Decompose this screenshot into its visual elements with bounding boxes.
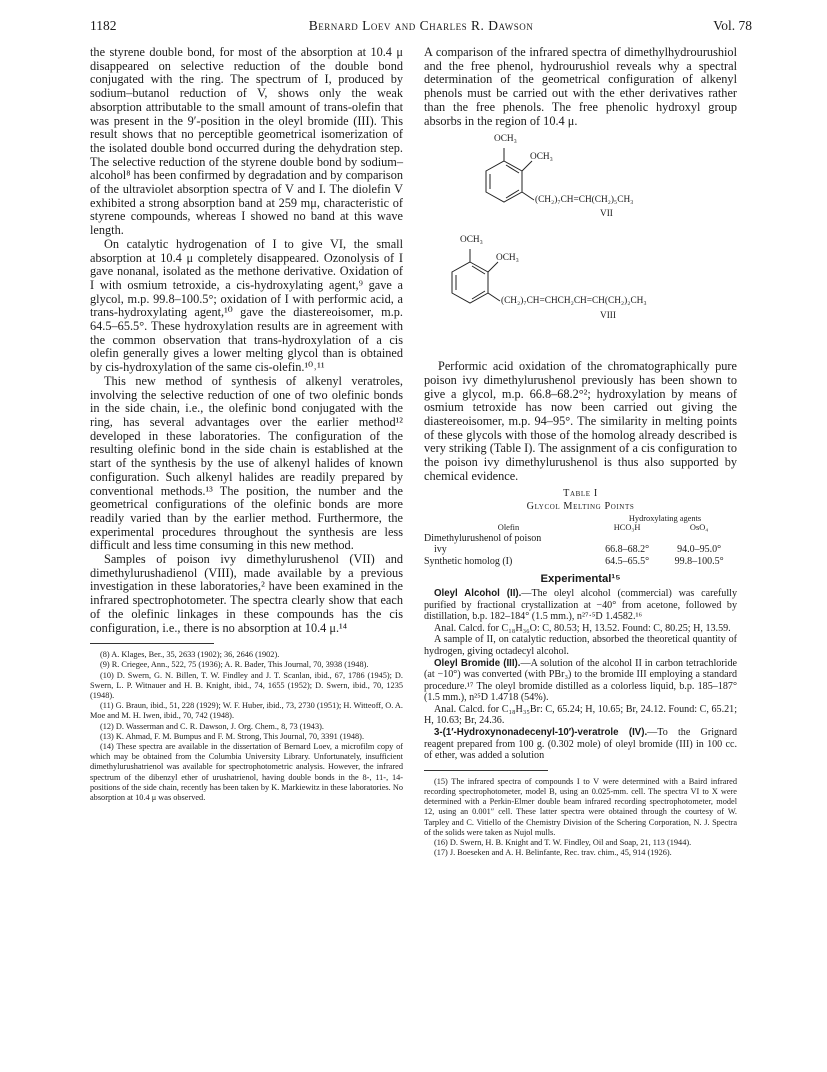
experimental-section [424, 588, 737, 762]
chemical-structures [424, 128, 737, 360]
paragraph: Performic acid oxidation of the chromatographically pure poison ivy dimethylurushenol previously has been shown to give a glycol, m.p. 66.8–68.2°²; hydroxylation by means of osmium tetroxide has now been carried out giving the diastereoisomer, m.p. 94–95°. The similarity in melting points of these glycols with those of the homolog already described is very striking (Table I). The assignment of a cis configuration to the poison ivy dimethylurushenol is thus also supported by chemical evidence. [424, 359, 737, 483]
experimental-paragraph [424, 623, 737, 635]
footnote: (12) D. Wasserman and C. R. Dawson, J. Org. Chem., 8, 73 (1943). [100, 721, 324, 731]
running-title: Bernard Loev and Charles R. Dawson [308, 18, 534, 33]
paragraph: On catalytic hydrogenation of I to give VI, the small absorption at 10.4 μ completely disappeared. Ozonolysis of I gave nonanal, isolated as the methone derivative. Oxidation of I with osmium tetroxide, a cis-hydroxylating agent,⁹ gave a glycol, m.p. 99.8–100.5°; oxidation of I with performic acid, a trans-hydroxylating agent,¹⁰ gave the diastereoisomer, m.p. 64.5–65.5°. These hydroxylation results are in agreement with the common observation that trans-hydroxylation of a cis olefin generally gives a lower melting glycol than is obtained by cis-hydroxylation of the same cis-olefin.¹⁰˒¹¹ [90, 236, 403, 375]
footnote: (9) R. Criegee, Ann., 522, 75 (1936); A. R. Bader, This Journal, 70, 3938 (1948). [100, 660, 369, 670]
right-column [424, 46, 737, 858]
table-title: Glycol Melting Points [526, 500, 635, 512]
left-column [90, 46, 403, 803]
entry-text: Anal. Calcd. for C₁₈H₃₅Br: C, 65.24; H, 10.65; Br, 24.12. Found: C, 65.21; H, 10.63; Br, 24.36. [424, 703, 737, 727]
right-footnotes [424, 777, 737, 859]
page-number: 1182 [90, 18, 117, 33]
table-row [424, 533, 737, 544]
paragraph: Samples of poison ivy dimethylurushenol (VII) and dimethylurushadienol (VIII), made available by a previous investigation in these laboratories,² have been examined in the infrared spectrophotometer. The spectra clearly show that each of the olefinic linkages in these compounds has the cis configuration, i.e., there is no absorption at 10.4 μ.¹⁴ [90, 552, 403, 635]
paragraph: the styrene double bond, for most of the absorption at 10.4 μ disappeared on selective reduction of the double bond conjugated with the ring. The spectrum of I, produced by sodium–butanol reduction of V, shows only the weak absorption attributable to the small amount of trans-olefin that was present in the 9′-position in the oleyl bromide (III). This result shows that no perceptible geometrical isomerization of the isolated double bond occurred during the dehydration step. The selective reduction of the styrene double bond by sodium–alcohol⁸ has been confirmed by degradation and by comparison of the ultraviolet absorption spectra of V and I. The diolefin V exhibited a strong absorption band at 259 mμ, characteristic of styrene compounds, whereas I showed no band at this wave length. [90, 45, 403, 238]
table-row [424, 544, 737, 555]
entry-text: —To the Grignard reagent prepared from 100 g. (0.302 mole) of oleyl bromide (III) in 100 cc. of ether, was added a solution [424, 727, 737, 762]
table-header-row [424, 523, 737, 533]
footnote: (16) D. Swern, H. B. Knight and T. W. Findley, Oil and Soap, 21, 113 (1944). [434, 838, 692, 848]
viii-och3-top: OCH₃ [460, 235, 483, 246]
entry-text: —A solution of the alcohol II in carbon tetrachloride (at −10°) was converted (with PBr₃) to the bromide III employing a standard procedure.¹⁷ The oleyl bromide distilled as a colorless liquid, b.p. 185–187° (1.5 mm.), n²⁵D 1.4718 (54%). [424, 657, 737, 704]
right-paragraph-2 [424, 360, 737, 483]
table-row [424, 556, 737, 567]
vii-och3-top: OCH₃ [494, 134, 517, 145]
oso4-column-header: OsO₄ [689, 523, 709, 533]
footnote: (11) G. Braun, ibid., 51, 228 (1929); W. F. Huber, ibid., 73, 2730 (1951); H. Witteoff, O. A. Moe and M. H. Iwen, ibid., 70, 742 (1948). [90, 701, 403, 721]
entry-text: —The oleyl alcohol (commercial) was carefully purified by fractional crystallization at −40° from acetone, followed by distillation, b.p. 182–184° (1.5 mm.), n²⁷·⁵D 1.4582.¹⁶ [424, 587, 737, 623]
entry-title: Oleyl Bromide (III). [434, 657, 521, 669]
footnote-divider [90, 643, 214, 644]
footnote: (13) K. Ahmad, F. M. Bumpus and F. M. Strong, This Journal, 70, 3391 (1948). [100, 731, 365, 741]
footnote: (8) A. Klages, Ber., 35, 2633 (1902); 36, 2646 (1902). [100, 650, 280, 660]
table-label: Table I [563, 487, 598, 499]
paragraph: A comparison of the infrared spectra of dimethylhydrourushiol and the free phenol, hydrourushiol reveals why a spectral determination of the geometrical configuration of alkenyl phenols must be carried out with the ether derivatives rather than the free phenols. The free phenolic hydroxyl group absorbs in the region of 10.4 μ. [424, 45, 737, 128]
table-header-row [424, 514, 737, 524]
volume-label: Vol. 78 [713, 18, 752, 33]
table-cell: 66.8–68.2° [605, 544, 650, 556]
viii-label: VIII [600, 311, 617, 322]
footnote: (17) J. Boeseken and A. H. Belinfante, Rec. trav. chim., 45, 914 (1926). [434, 848, 672, 858]
vii-label: VII [600, 209, 613, 220]
footnote-divider [424, 770, 548, 771]
entry-text: Anal. Calcd. for C₁₈H₃₆O: C, 80.53; H, 13.52. Found: C, 80.25; H, 13.59. [434, 622, 731, 634]
footnote: (10) D. Swern, G. N. Billen, T. W. Findley and J. T. Scanlan, ibid., 67, 1786 (1945); D. Swern, L. P. Witnauer and H. B. Knight, ibid., 74, 1655 (1952); D. Swern, ibid., 70, 1235 (1948). [90, 670, 403, 701]
viii-side-chain: (CH₂)₇CH=CHCH₂CH=CH(CH₂)₂CH₃ [501, 296, 647, 307]
table-cell: Synthetic homolog (I) [424, 555, 513, 567]
experimental-paragraph [424, 634, 737, 657]
glycol-melting-points-table [424, 514, 737, 567]
paragraph: This new method of synthesis of alkenyl veratroles, involving the selective reduction of one of two olefinic bonds in the side chain, i.e., the olefinic bond conjugated with the ring, has several advantages over the earlier method¹² developed in these laboratories. The configuration of the resulting olefinic bond in the side chain is established at the start of the synthesis by the use of alkenyl halides of known configuration. Such alkenyl halides are readily prepared by conventional methods.¹³ The position, the number and the geometrical configurations of the olefinic bonds are more readily varied than by the earlier method. Furthermore, the experimental procedures throughout the synthesis are less difficult and less time consuming in this new method. [90, 373, 403, 553]
experimental-paragraph [424, 658, 737, 704]
table-cell: Dimethylurushenol of poison [424, 532, 542, 544]
vii-och3-side: OCH₃ [530, 152, 553, 163]
experimental-paragraph [424, 588, 737, 623]
entry-text: A sample of II, on catalytic reduction, absorbed the theoretical quantity of hydrogen, giving octadecyl alcohol. [424, 634, 737, 657]
experimental-heading: Experimental¹⁵ [540, 572, 621, 585]
entry-title: Oleyl Alcohol (II). [434, 587, 522, 599]
footnote: (14) These spectra are available in the dissertation of Bernard Loev, a microfilm copy of which may be obtained from the Columbia University Library. Unfortunately, insufficient dimethylurushatrienol was available for spectrophotometric analysis. However, the infrared spectrum of the dibenzyl ether of urushatrienol, having double bonds in the 8-, 11-, 14-positions of the side chain, recently has been taken by K. Markiewitz in these laboratories. No absorption at 10.4 μ was observed. [90, 742, 403, 803]
page-header [90, 18, 752, 38]
table-cell: ivy [434, 544, 447, 556]
vii-side-chain: (CH₂)₇CH=CH(CH₂)₅CH₃ [535, 195, 634, 206]
table-cell: 94.0–95.0° [677, 544, 722, 556]
hco3h-column-header: HCO₃H [613, 523, 641, 533]
left-footnotes [90, 650, 403, 803]
hydroxylating-agents-header: Hydroxylating agents [628, 513, 702, 523]
viii-och3-side: OCH₃ [496, 253, 519, 264]
experimental-paragraph [424, 704, 737, 727]
footnote: (15) The infrared spectra of compounds I to V were determined with a Baird infrared recording spectrophotometer, model B, using an 0.025-mm. cell. The spectra VI to X were determined with a Perkin-Elmer double beam infrared recording spectrophotometer, model 12, using an 0.001″ cell. These latter spectra were obtained through the courtesy of W. Tarpley and C. Vitiello of the Chemistry Division of the Schering Corporation, N. J. Spectra of the solids were taken as Nujol mulls. [424, 776, 737, 837]
table-cell: 99.8–100.5° [674, 555, 724, 567]
benzene-ring-vii [486, 161, 522, 202]
left-body-text [90, 46, 403, 635]
benzene-ring-viii [452, 262, 488, 303]
olefin-column-header: Olefin [497, 523, 520, 533]
entry-title: 3-(1′-Hydroxynonadecenyl-10′)-veratrole (IV). [434, 727, 648, 739]
experimental-paragraph [424, 727, 737, 762]
table-cell: 64.5–65.5° [605, 555, 650, 567]
right-intro [424, 46, 737, 128]
